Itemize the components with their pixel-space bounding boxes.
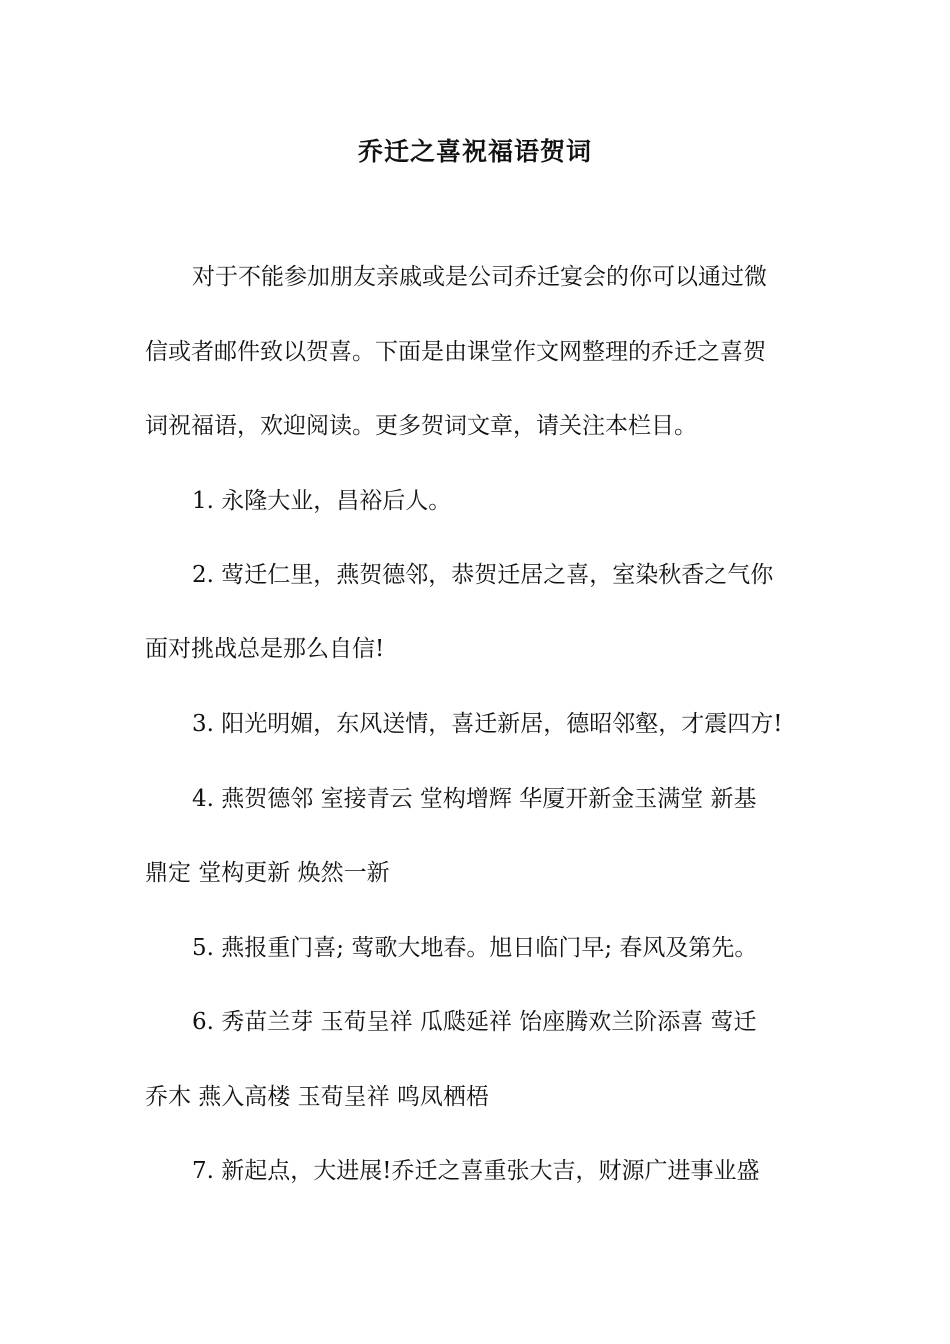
intro-line-3: 词祝福语，欢迎阅读。更多贺词文章，请关注本栏目。 xyxy=(145,413,697,439)
list-item-6-line-2: 乔木 燕入高楼 玉荀呈祥 鸣凤栖梧 xyxy=(145,1084,489,1110)
list-item-2-line-2: 面对挑战总是那么自信! xyxy=(145,636,385,662)
intro-line-2: 信或者邮件致以贺喜。下面是由课堂作文网整理的乔迁之喜贺 xyxy=(145,339,766,365)
document-title: 乔迁之喜祝福语贺词 xyxy=(357,137,592,166)
list-item-4-line-2: 鼎定 堂构更新 焕然一新 xyxy=(145,860,390,886)
list-item-4-line-1: 4. 燕贺德邻 室接青云 堂构增辉 华厦开新金玉满堂 新基 xyxy=(192,786,757,812)
list-item-2-line-1: 2. 莺迁仁里，燕贺德邻，恭贺迁居之喜，室染秋香之气你 xyxy=(192,562,774,588)
intro-line-1: 对于不能参加朋友亲戚或是公司乔迁宴会的你可以通过微 xyxy=(192,264,767,290)
list-item-1: 1. 永隆大业，昌裕后人。 xyxy=(192,488,452,514)
list-item-5: 5. 燕报重门喜; 莺歌大地春。旭日临门早; 春风及第先。 xyxy=(192,935,758,961)
list-item-7-line-1: 7. 新起点，大进展!乔迁之喜重张大吉，财源广进事业盛 xyxy=(192,1158,760,1184)
list-item-6-line-1: 6. 秀苗兰芽 玉荀呈祥 瓜瓞延祥 饴座腾欢兰阶添喜 莺迁 xyxy=(192,1009,757,1035)
list-item-3: 3. 阳光明媚，东风送情，喜迁新居，德昭邻壑，才震四方! xyxy=(192,711,783,737)
